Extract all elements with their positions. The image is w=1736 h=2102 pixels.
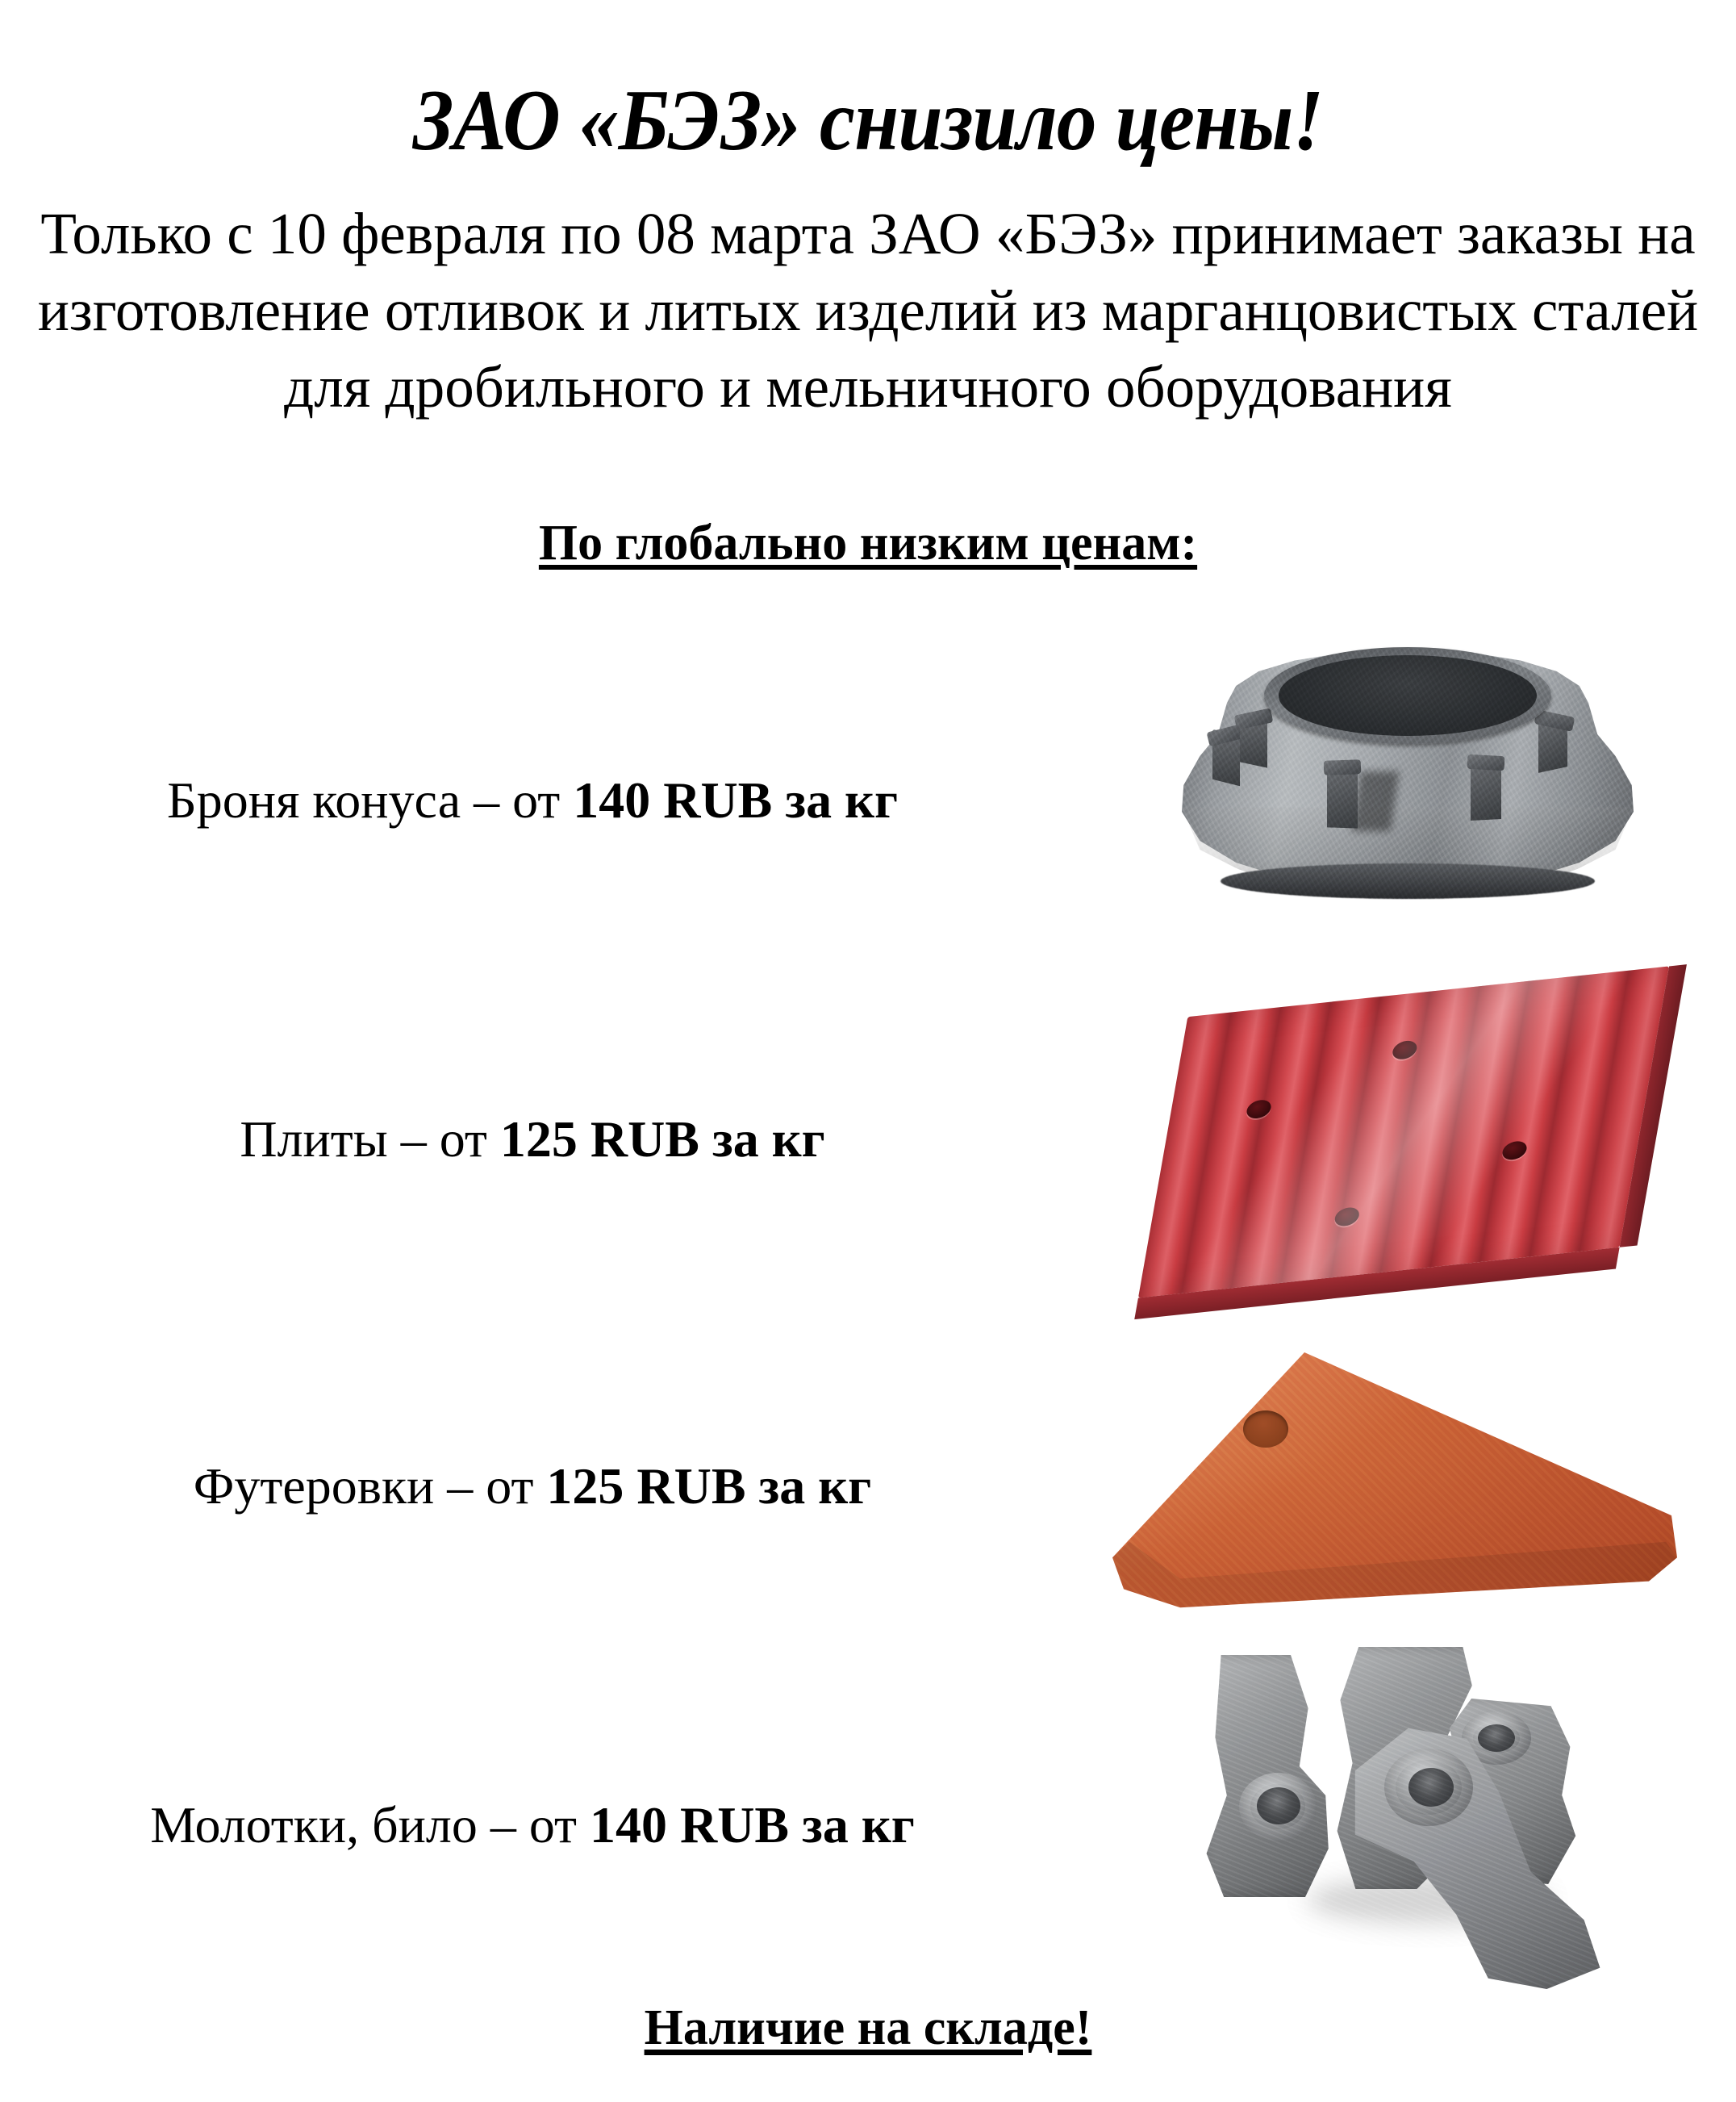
cone-mantle-illustration [1125, 621, 1690, 960]
product-image-jaw-plate [1137, 988, 1694, 1291]
price-row-cone-mantle [0, 771, 1065, 830]
price-label-cone-mantle: Броня конуса – от [166, 771, 574, 829]
price-label-hammers: Молотки, било – от [150, 1796, 590, 1853]
cone-lug-head [1324, 759, 1362, 775]
hammer-bore-hole [1408, 1768, 1454, 1807]
section-subtitle [0, 515, 1736, 572]
footer-note-text: Наличие на складе! [644, 2000, 1092, 2055]
product-image-crusher-hammers [1186, 1634, 1686, 1989]
jaw-plate-corrugated-face [1138, 966, 1669, 1298]
price-row-hammers [0, 1795, 1065, 1855]
price-amount-cone-mantle: 140 RUB за кг [573, 771, 899, 829]
section-subtitle-text: По глобально низким ценам: [538, 516, 1198, 570]
price-amount-wedge-liner: 125 RUB за кг [546, 1457, 872, 1515]
footer-note [0, 2000, 1736, 2057]
price-label-jaw-plate: Плиты – от [240, 1110, 500, 1168]
wedge-liner-body [1112, 1352, 1677, 1615]
product-image-wedge-liner [1085, 1331, 1698, 1638]
hammer-bore-hole [1257, 1787, 1300, 1824]
page-title: ЗАО «БЭЗ» снизило цены! [412, 73, 1324, 169]
price-row-jaw-plate [0, 1110, 1065, 1169]
hammer-bore-hole [1478, 1724, 1515, 1752]
cone-lug-head [1467, 754, 1505, 771]
jaw-plate-illustration [1138, 966, 1669, 1298]
wedge-liner-bolt-hole [1243, 1410, 1288, 1448]
price-amount-jaw-plate: 125 RUB за кг [499, 1110, 825, 1168]
cone-rim-inner-cavity [1279, 655, 1537, 736]
price-label-wedge-liner: Футеровки – от [193, 1457, 547, 1515]
cone-bottom-edge [1221, 863, 1595, 899]
price-amount-hammers: 140 RUB за кг [589, 1796, 915, 1853]
product-image-cone-mantle [1125, 621, 1690, 960]
price-row-wedge-liner [0, 1456, 1065, 1516]
intro-paragraph: Только с 10 февраля по 08 марта ЗАО «БЭЗ» принимает заказы на изготовление отливок и литых изделий из марганцовистых сталей для дробильного и мельничного оборудования [37, 201, 1699, 420]
